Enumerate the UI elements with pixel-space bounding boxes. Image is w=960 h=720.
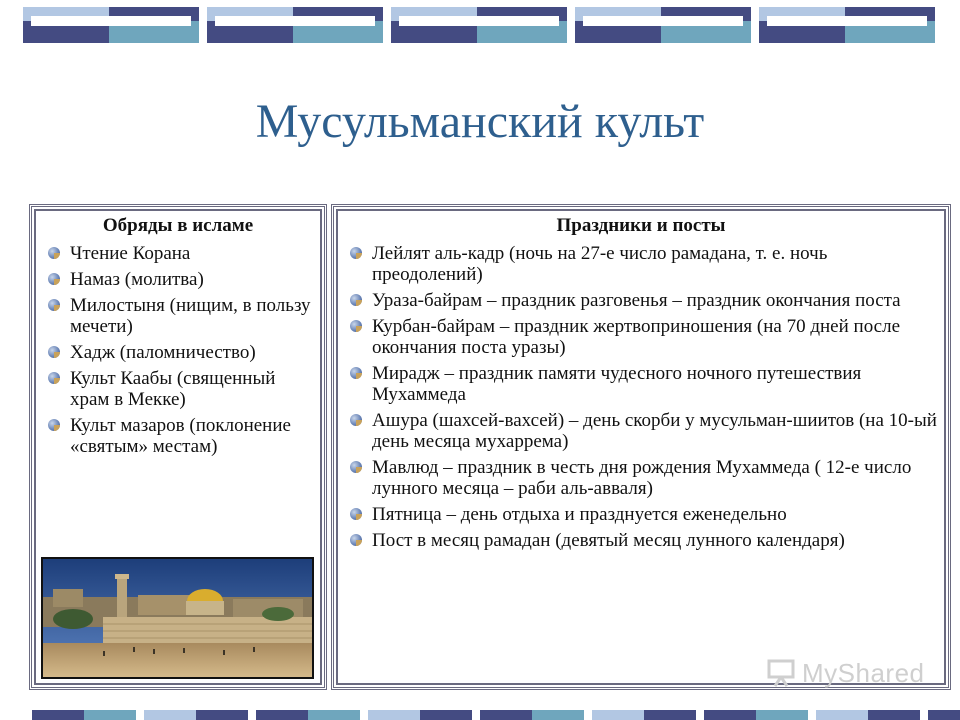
band-segment	[592, 710, 644, 720]
list-item-text: Мавлюд – праздник в честь дня рождения Мухаммеда ( 12-е число лунного месяца – раби аль-авваля)	[372, 457, 912, 499]
slide-title: Мусульманский культ	[255, 95, 705, 148]
list-item	[36, 243, 316, 264]
bullet-icon	[350, 461, 362, 473]
band-segment	[808, 710, 816, 720]
holidays-heading: Праздники и посты	[556, 215, 726, 236]
band-segment	[144, 710, 196, 720]
band-segment	[472, 710, 480, 720]
band-block	[207, 7, 383, 43]
list-item-text: Милостыня (нищим, в пользу мечети)	[70, 295, 311, 337]
bullet-icon	[350, 534, 362, 546]
band-segment	[248, 710, 256, 720]
band-block	[759, 7, 935, 43]
list-item	[36, 295, 316, 337]
list-item	[338, 530, 942, 551]
jerusalem-photo	[41, 557, 314, 679]
band-segment	[136, 710, 144, 720]
bullet-icon	[350, 247, 362, 259]
list-item	[338, 457, 942, 499]
band-segment	[196, 710, 248, 720]
band-segment	[920, 710, 928, 720]
band-segment	[84, 710, 136, 720]
rituals-heading: Обряды в исламе	[102, 215, 254, 236]
band-segment	[532, 710, 584, 720]
band-segment	[644, 710, 696, 720]
band-block	[575, 7, 751, 43]
list-item-text: Лейлят аль-кадр (ночь на 27-е число рамадана, т. е. ночь преодолений)	[372, 243, 828, 285]
band-segment	[868, 710, 920, 720]
list-item	[338, 363, 942, 405]
bullet-icon	[48, 346, 60, 358]
list-item-text: Курбан-байрам – праздник жертвоприношения (на 70 дней после окончания поста уразы)	[372, 316, 901, 358]
bullet-icon	[350, 508, 362, 520]
myshared-watermark	[766, 658, 925, 688]
list-item	[36, 269, 316, 290]
list-item-text: Мирадж – праздник памяти чудесного ночного путешествия Мухаммеда	[372, 363, 862, 405]
list-item	[338, 290, 942, 311]
top-decorative-band	[0, 0, 960, 50]
band-segment	[420, 710, 472, 720]
list-item	[36, 368, 316, 410]
list-item-text: Намаз (молитва)	[70, 269, 204, 290]
bullet-icon	[48, 372, 60, 384]
bullet-icon	[48, 273, 60, 285]
list-item	[338, 316, 942, 358]
list-item-text: Ураза-байрам – праздник разговенья – праздник окончания поста	[372, 290, 901, 311]
list-item-text: Пятница – день отдыха и празднуется еженедельно	[372, 504, 787, 525]
watermark-text: MyShared	[802, 657, 925, 688]
band-segment	[584, 710, 592, 720]
holidays-panel	[331, 204, 951, 690]
holidays-list	[338, 243, 942, 556]
bullet-icon	[350, 367, 362, 379]
band-segment	[696, 710, 704, 720]
band-segment	[360, 710, 368, 720]
bottom-decorative-band	[0, 710, 960, 720]
band-segment	[704, 710, 756, 720]
rituals-list	[36, 243, 316, 462]
list-item-text: Ашура (шахсей-вахсей) – день скорби у мусульман-шиитов (на 10-ый день месяца мухаррема)	[372, 410, 937, 452]
bullet-icon	[48, 247, 60, 259]
list-item	[36, 342, 316, 363]
list-item	[338, 410, 942, 452]
list-item-text: Культ мазаров (поклонение «святым» местам)	[70, 415, 291, 457]
band-segment	[756, 710, 808, 720]
band-segment	[368, 710, 420, 720]
presentation-board-icon	[766, 659, 796, 687]
bullet-icon	[48, 299, 60, 311]
bullet-icon	[350, 414, 362, 426]
band-segment	[816, 710, 868, 720]
list-item-text: Пост в месяц рамадан (девятый месяц лунного календаря)	[372, 530, 845, 551]
bullet-icon	[48, 419, 60, 431]
list-item-text: Культ Каабы (священный храм в Мекке)	[70, 368, 276, 410]
list-item	[338, 504, 942, 525]
band-segment	[308, 710, 360, 720]
band-segment	[32, 710, 84, 720]
list-item-text: Хадж (паломничество)	[70, 342, 256, 363]
band-segment	[256, 710, 308, 720]
band-segment	[928, 710, 960, 720]
band-block	[23, 7, 199, 43]
band-block	[391, 7, 567, 43]
bullet-icon	[350, 294, 362, 306]
band-segment	[480, 710, 532, 720]
list-item	[36, 415, 316, 457]
list-item-text: Чтение Корана	[70, 243, 191, 264]
bullet-icon	[350, 320, 362, 332]
list-item	[338, 243, 942, 285]
